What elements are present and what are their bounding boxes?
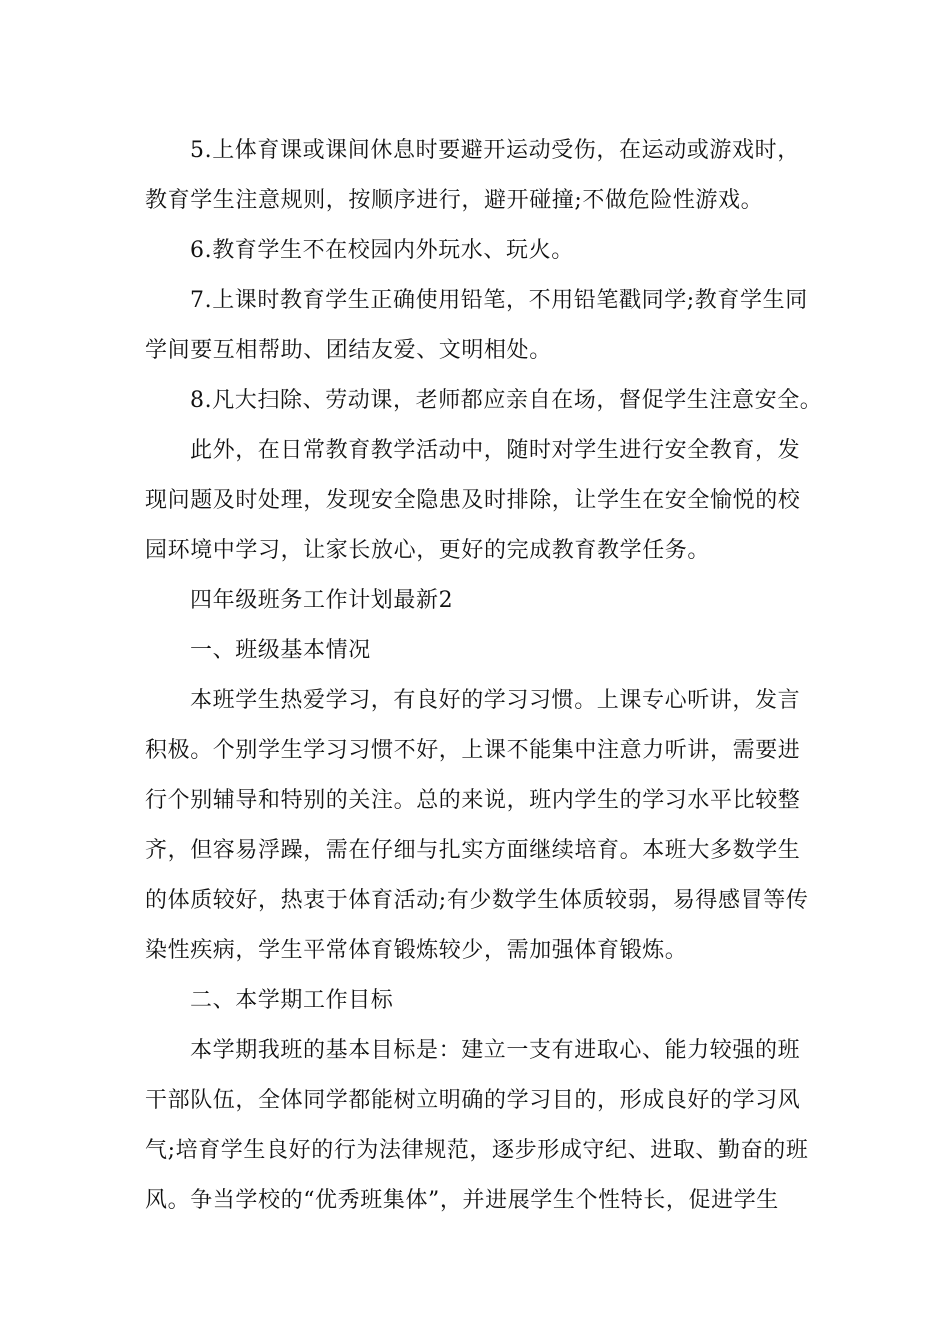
text-line: 园环境中学习，让家长放心，更好的完成教育教学任务。 — [145, 538, 711, 563]
section-heading: 一、班级基本情况 — [190, 638, 371, 663]
text-line: 8.凡大扫除、劳动课，老师都应亲自在场，督促学生注意安全。 — [190, 388, 823, 413]
text-line: 教育学生注意规则，按顺序进行，避开碰撞;不做危险性游戏。 — [145, 188, 764, 213]
section-heading: 二、本学期工作目标 — [190, 988, 394, 1013]
text-line: 7.上课时教育学生正确使用铅笔，不用铅笔戳同学;教育学生同 — [190, 288, 808, 313]
text-line: 风。争当学校的“优秀班集体”，并进展学生个性特长，促进学生 — [145, 1188, 779, 1213]
text-line: 本学期我班的基本目标是：建立一支有进取心、能力较强的班 — [190, 1038, 801, 1063]
text-line: 此外，在日常教育教学活动中，随时对学生进行安全教育，发 — [190, 438, 801, 463]
text-line: 齐，但容易浮躁，需在仔细与扎实方面继续培育。本班大多数学生 — [145, 838, 801, 863]
text-line: 气;培育学生良好的行为法律规范，逐步形成守纪、进取、勤奋的班 — [145, 1138, 809, 1163]
text-line: 5.上体育课或课间休息时要避开运动受伤，在运动或游戏时， — [190, 138, 800, 163]
text-line: 现问题及时处理，发现安全隐患及时排除，让学生在安全愉悦的校 — [145, 488, 801, 513]
text-line: 本班学生热爱学习，有良好的学习习惯。上课专心听讲，发言 — [190, 688, 801, 713]
text-line: 学间要互相帮助、团结友爱、文明相处。 — [145, 338, 552, 363]
section-title: 四年级班务工作计划最新2 — [190, 588, 454, 613]
text-line: 干部队伍，全体同学都能树立明确的学习目的，形成良好的学习风 — [145, 1088, 801, 1113]
text-line: 积极。个别学生学习习惯不好，上课不能集中注意力听讲，需要进 — [145, 738, 801, 763]
text-line: 的体质较好，热衷于体育活动;有少数学生体质较弱，易得感冒等传 — [145, 888, 809, 913]
text-line: 行个别辅导和特别的关注。总的来说，班内学生的学习水平比较整 — [145, 788, 801, 813]
text-line: 染性疾病，学生平常体育锻炼较少，需加强体育锻炼。 — [145, 938, 688, 963]
text-line: 6.教育学生不在校园内外玩水、玩火。 — [190, 238, 574, 263]
